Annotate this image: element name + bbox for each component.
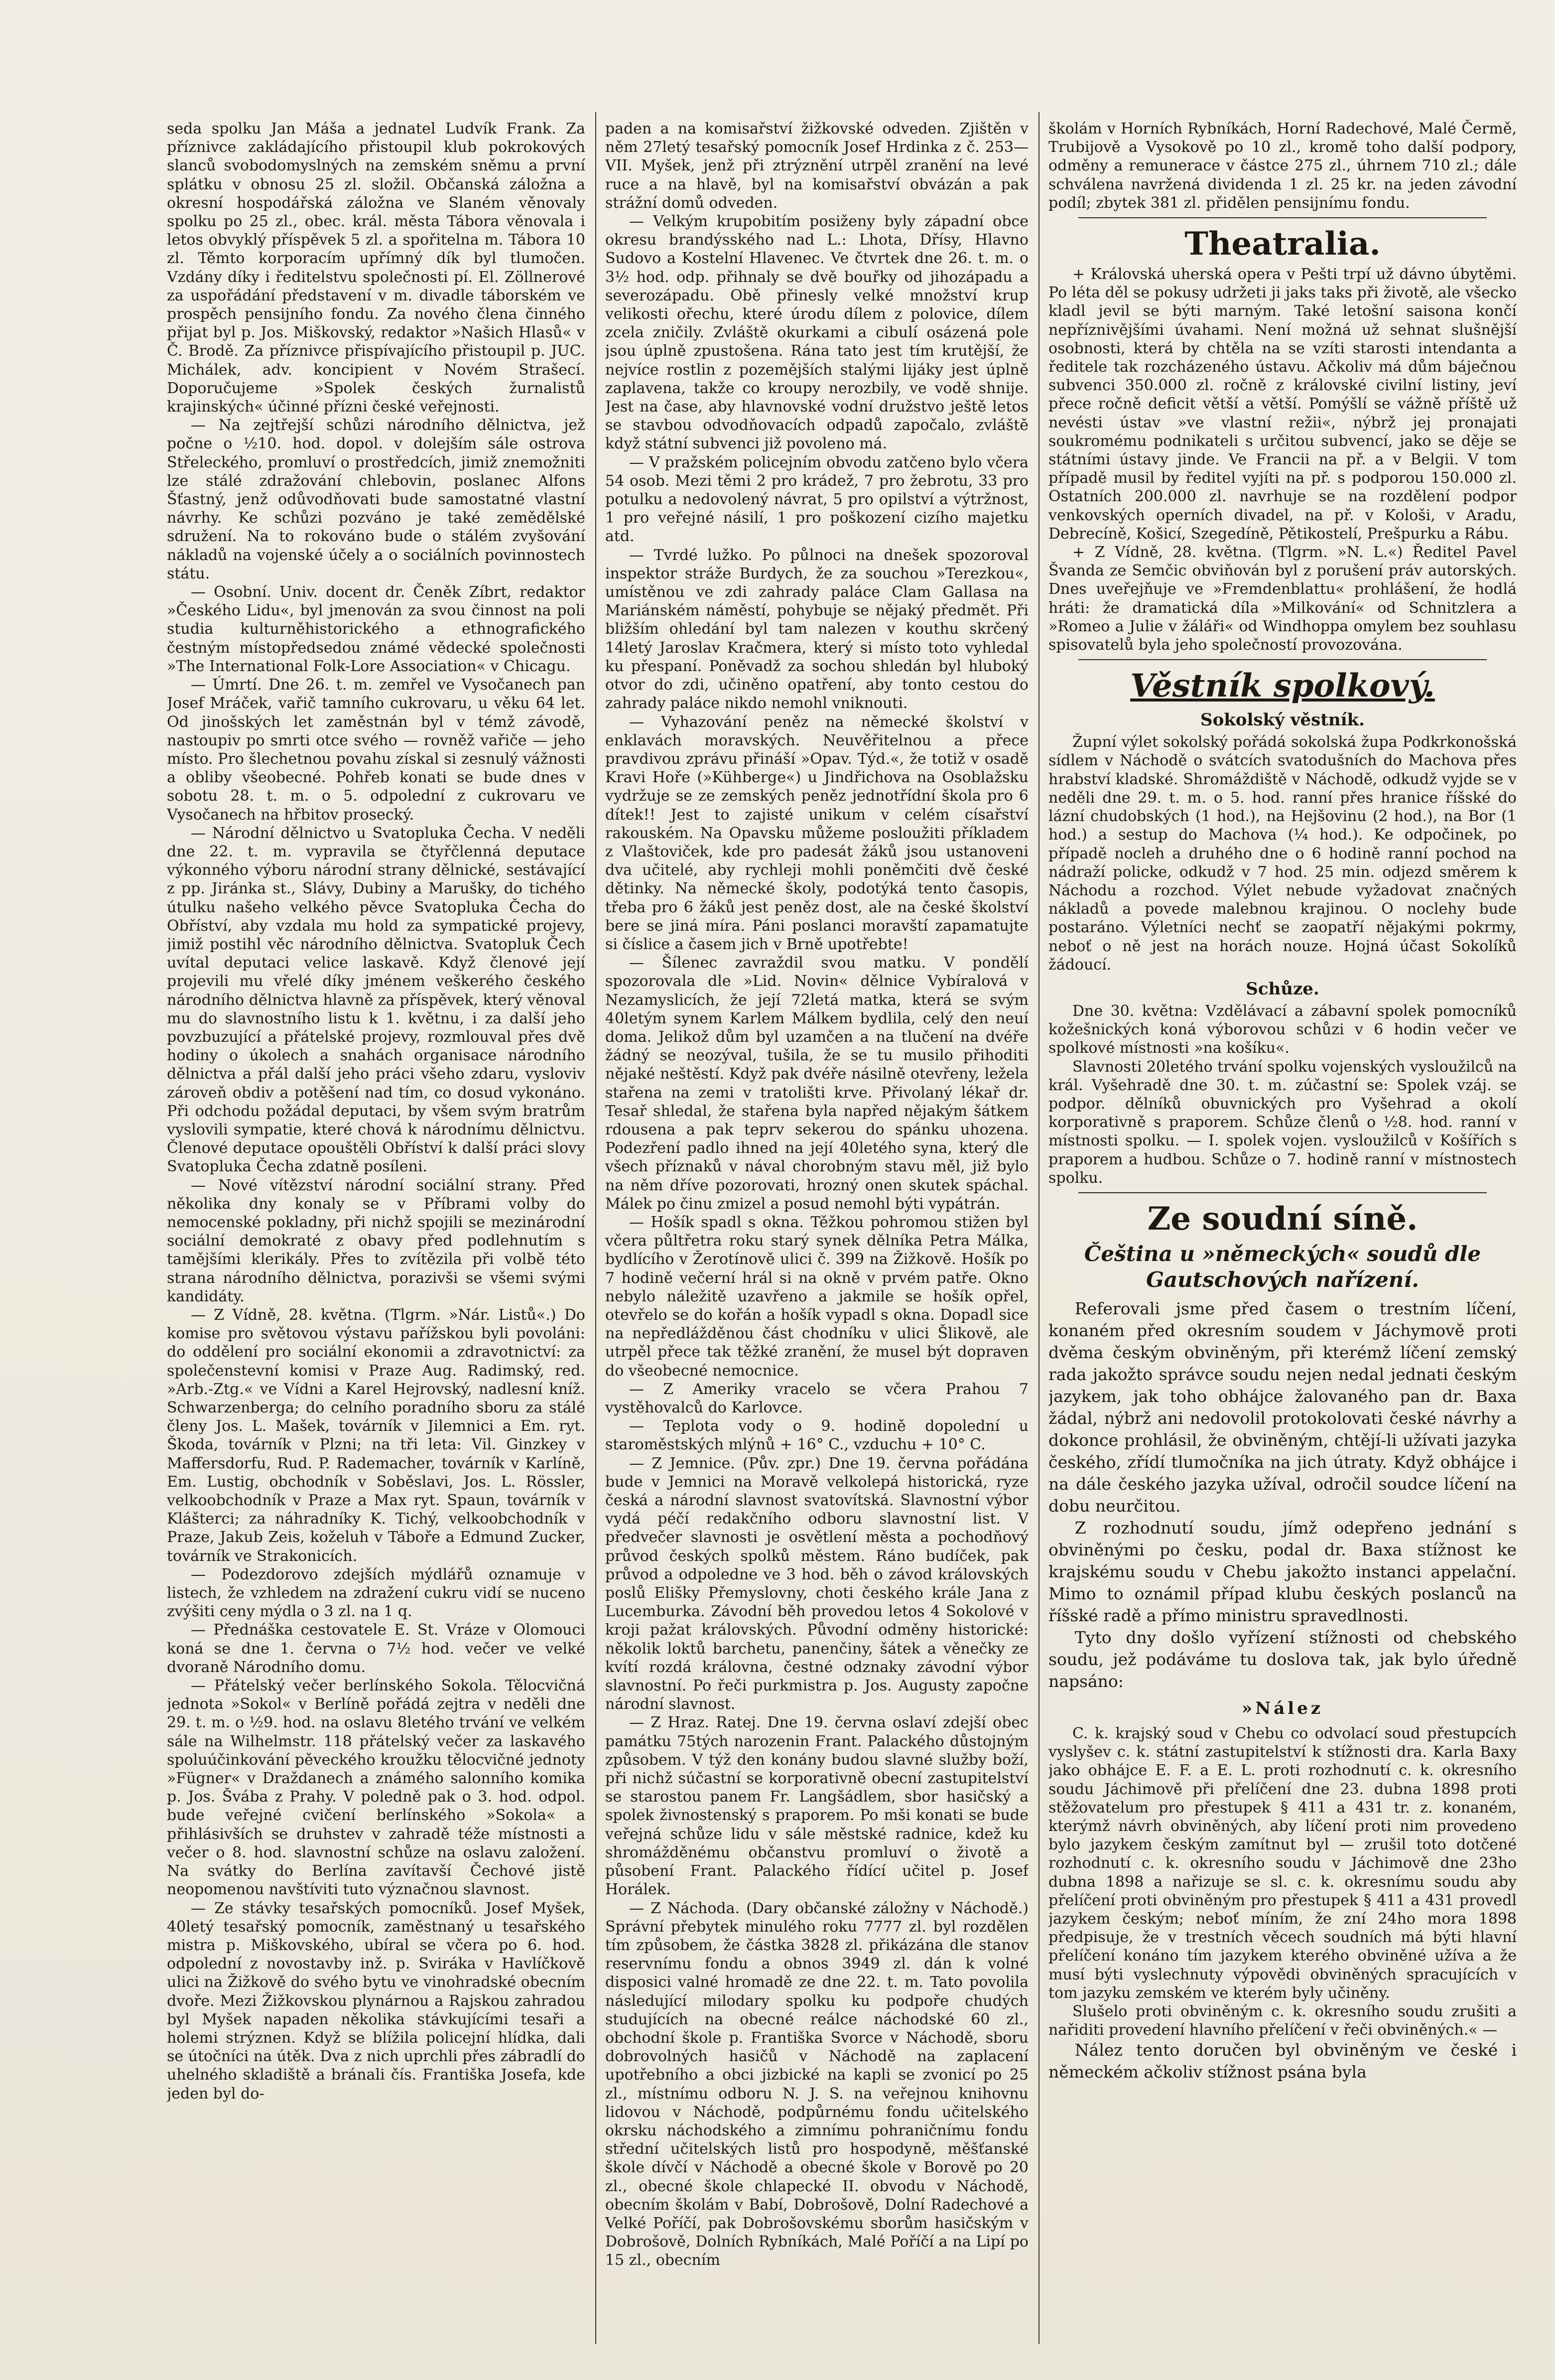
article-text: C. k. krajský soud v Chebu co odvolací soud přestupcích vyslyšev c. k. státní zastupitelství k stížnosti dra. Karla Baxy jako obhájce E. F. a E. L. proti rozhodnutí c. k. okresního soudu Jáchimově při přelíčení dne 23. dubna 1898 proti stěžovatelum pro přestupek § 411 a 431 tr. z. konaném, kterýmž návrh obviněných, aby líčení proti nim provedeno bylo jazykem českým zamítnut byl — zrušil toto dotčené rozhodnutí c. k. okresního soudu v Jáchimově dne 23ho dubna 1898 a nařizuje se sl. c. k. okresnímu soudu aby přelíčení proti obviněným pro přestupek § 411 a 431 provedl jazykem českým; neboť míním, že zní 24ho mora 1898 předpisuje, že v trestních věcech soudních má býti hlavní přelíčení konáno tím jazykem kterého obviněné užíva a že musí býti vyslechnuty výpovědi obviněných spracujících v tom jazyku zemském ve kterém byly učiněny. — [1048, 1724, 1517, 2002]
article-opera-pest: + Královská uherská opera v Pešti trpí už dávno úbytěmi. Po léta děl se pokusy udržeti ji jaks taks při životě, ale všecko kladl jevil se býti marným. Také letošní saisona končí nepříznivějšími úvahami. Není možná už sehnat slušnější osobnosti, která by chtěla na se vzíti starosti intendanta a ředitele tak rozcházeného ústavu. Ačkoliv má dům báječnou subvenci 350.000 zl. ročně z královské civilní listiny, jeví přece ročně deficit větší a větší. Pomýšlí se vážně příště už nevésti ústav »ve vlastní režii«, nýbrž jej pronajati soukromému podnikateli s určitou subvencí, jako se děje se státními ústavy jinde. Ve Francii na př. a v Belgii. V tom případě musil by ředitel vyjíti na př. s podporou 150.000 zl. Ostatních 200.000 zl. navrhuje se na rozdělení podpor venkovských operních divadel, na př. v Kološi, v Aradu, Debrecíně, Košicí, Szegedíně, Pětikostelí, Prešpurku a Rábu. — [1048, 266, 1517, 543]
column-left — [167, 120, 585, 2352]
article-hosik: — Hošík spadl s okna. Těžkou pohromou stižen byl včera půltřetra roku starý synek dělníka Petra Málka, bydlícího v Žerotínově ulici č. 399 na Žižkově. Hošík po 7 hodině večerní hrál si na okně v prvém patře. Okno nebylo náležitě uzavřeno a jakmile se hošík opřel, otevřelo se do kořán a hošík vypadl s okna. Dopadl sice na nepředlážděnou část chodníku v ulici Šlikově, ale utrpěl přece tak těžké zranění, že musel být dopraven do všeobecné nemocnice. — [605, 1213, 1029, 1380]
article-zejtrejsi-schuze: — Na zejtřejší schůzi národního dělnictva, jež počne o ½10. hod. dopol. v dolejším sále ostrova Střeleckého, promluví o prostředcích, jimiž znemožniti lze stálé zdražování chlebovin, poslanec Alfons Šťastný, jenž odůvodňovati bude samostatné vlastní návrhy. Ke schůzi pozváno je také zemědělské sdružení. Na to rokováno bude o stálém zvyšování nákladů na vojenské účely a o sociálních povinnostech státu. — [167, 417, 585, 582]
article-text: Nález tento doručen byl obviněným ve české i německém ačkoliv stížnost psána byla — [1048, 2040, 1517, 2082]
article-z-nachoda: — Z Náchoda. (Dary občanské záložny v Náchodě.) Správní přebytek minulého roku 7777 zl. byl rozdělen tím způsobem, že částka 3828 zl. přikázána dle stanov reservnímu fondu a obnos 3949 zl. dán k volné disposici valné hromadě ze dne 22. t. m. Tato povolila následující milodary spolku ku podpoře chudých studujících na obecné reálce náchodské 60 zl., obchodní škole p. Františka Svorce v Náchodě, sboru dobrovolných hasičů v Náchodě na zaplacení upotřebního a obci jizbické na kapli se zvonicí po 25 zl., místnímu odboru N. J. S. na veřejnou knihovnu lidovou v Náchodě, podpůrnému fondu učitelského okrsku náchodského a zimnímu pohraničnímu fondu střední učitelských listů pro hospodyně, měšťanské škole dívčí v Náchodě a obecné škole v Borově po 20 zl., obecné škole chlapecké II. obvodu v Náchodě, obecním školám v Babí, Dobrošově, Dolní Radechové a Velké Poříčí, pak Dobrošovskému sborům hasičským v Dobrošově, Dolních Rybníkách, Malé Poříčí a na Lipí po 15 zl., obecním — [605, 1899, 1029, 2269]
article-z-jemnice: — Z Jemnice. (Pův. zpr.) Dne 19. června pořádána bude v Jemnici na Moravě velkolepá historická, ryze česká a národní slavnost svatovítská. Slavnostní výbor vydá péčí redakčního odboru slavnostní list. V předvečer slavnosti je osvětlení města a pochodňový průvod českých spolků městem. Ráno budíček, pak průvod a odpoledne ve 3 hod. běh o závod královských poslů Elišky Přemyslovny, choti českého krále Jana z Lucemburka. Závodní běh provedou letos 4 Sokolové v kroji pažat královských. Původní odměny historické: několik loktů barchetu, panenčiny, šátek a věnečky ze kvítí rozdá královna, čestné odznaky závodní výbor slavnostní. Po řeči purkmistra p. Jos. Augusty započne národní slavnost. — [605, 1454, 1029, 1713]
article-teplota: — Teplota vody o 9. hodině dopolední u staroměstských mlýnů + 16° C., vzduchu + 10° C. — [605, 1417, 1029, 1454]
section-title-soudni-sin: Ze soudní síně. — [1147, 1200, 1418, 1238]
column-middle — [605, 120, 1029, 2352]
section-title-vestnik-spolkovy: Věstník spolkový. — [1130, 667, 1435, 705]
article-mydlari: — Podezdorovo zdejších mýdlářů oznamuje v listech, že vzhledem na zdražení cukru vidí se nuceno zvýšiti ceny mýdla o 3 zl. na 1 q. — [167, 1565, 585, 1621]
column-right — [1048, 120, 1517, 2352]
article-text: Z rozhodnutí soudu, jímž odepřeno jednání s obviněnými po česku, podal dr. Baxa stížnost ke krajskému soudu v Chebu jakožto instanci appelační. Mimo to oznámil případ klubu českých poslanců na říšské radě a přímo ministru spravedlnosti. — [1048, 1518, 1517, 1625]
article-text: školám v Horních Rybníkách, Horní Radechové, Malé Čermě, Trubijově a Vysokově po 10 zl., kromě toho další podpory, odměny a remunerace v částce 275 zl., úhrnem 710 zl.; dále schválena navržená dividenda 1 zl. 25 kr. na jeden závodní podíl; zbytek 381 zl. přidělen pensijnímu fondu. — [1048, 120, 1517, 212]
section-separator — [1078, 217, 1487, 218]
article-z-vidne: — Z Vídně, 28. května. (Tlgrm. »Nár. Listů«.) Do komise pro světovou výstavu pařížskou byli povoláni: do oddělení pro sociální ekonomii a zdravotnictví: za společenstevní komisi v Praze Aug. Radimský, red. »Arb.-Ztg.« ve Vídni a Karel Hejrovský, nadlesní kníž. Schwarzenberga; do celního poradního sboru za stálé členy Jos. L. Mašek, továrník v Jilemnici a Em. ryt. Škoda, továrník v Plzni; na tři leta: Vil. Ginzkey v Maffersdorfu, Rud. P. Rademacher, továrník v Karlíně, Em. Lustig, obchodník v Soběslavi, Jos. L. Rössler, velkoobchodník v Praze a Max ryt. Spaun, továrník v Klášterci; za náhradníky K. Tichý, velkoobchodník v Praze, Jakub Zeis, koželuh v Táboře a Edmund Zucker, továrník ve Strakonicích. — [167, 1306, 585, 1565]
article-policejni-obvod: — V pražském policejním obvodu zatčeno bylo včera 54 osob. Mezi těmi 2 pro krádež, 7 pro žebrotu, 33 pro potulku a nedovolený návrat, 5 pro opilství a výtržnost, 1 pro veřejné násilí, 1 pro poškození cizího majetku atd. — [605, 453, 1029, 546]
article-z-ameriky: — Z Ameriky vracelo se včera Prahou 7 vystěhovalců do Karlovce. — [605, 1380, 1029, 1417]
section-title-theatralia: Theatralia. — [1184, 225, 1381, 263]
article-berlinsky-sokol: — Přátelský večer berlínského Sokola. Tělocvičná jednota »Sokol« v Berlíně pořádá zejtra v neděli dne 29. t. m. o ½9. hod. na oslavu 8letého trvání ve velkém sále na Wilhelmstr. 118 přátelský večer za laskavého spoluúčinkování pěveckého kroužku tělocvičné jednoty »Fügner« v Draždanech a známého salonního komika p. Jos. Švába z Prahy. V poledně pak o 3. hod. odpol. bude veřejné cvičení berlínského »Sokola« a přihlásivších se druhstev v zahradě téže místnosti a večer o 8. hod. slavnostní schůze na oslavu založení. Na svátky do Berlína zavítavší Čechové jistě neopomenou navštíviti tuto význačnou slavnost. — [167, 1677, 585, 1899]
column-divider — [595, 112, 596, 2344]
article-headline-cestina: Čeština u »německých« soudů dle Gautschových nařízení. — [1084, 1241, 1481, 1292]
article-umrti: — Úmrtí. Dne 26. t. m. zemřel ve Vysočanech pan Josef Mráček, vařič tamního cukrovaru, u věku 64 let. Od jinošských let zaměstnán byl v témž závodě, nastoupiv po smrti otce svého — rovněž vařiče — jeho místo. Pro šlechetnou povahu získal si zesnulý vážnosti a obliby všeobecné. Pohřeb konati se bude dnes v sobotu 28. t. m. o 5. odpolední z cukrovaru ve Vysočanech na hřbitov prosecký. — [167, 676, 585, 824]
article-text: Slušelo proti obviněným c. k. okresního soudu zrušiti a nařiditi provedení hlavního přelíčení v řeči obviněných.« — — [1048, 2003, 1517, 2039]
article-text: Tyto dny došlo vyřízení stížnosti od chebského soudu, jež podáváme tu doslova tak, jak bylo úředně napsáno: — [1048, 1627, 1517, 1691]
article-stavka-tesaru: — Ze stávky tesařských pomocníků. Josef Myšek, 40letý tesařský pomocník, zaměstnaný u tesařského mistra p. Miškovského, ubíral se včera po 6. hod. odpolední z novostavby inž. p. Sviráka v Havlíčkově ulici na Žižkově do svého bytu ve vinohradské obecním dvoře. Mezi Žižkovskou plynárnou a Rajskou zahradou byl Myšek napaden několika stávkujícími tesaři a holemi strýznen. Když se blížila policejní hlídka, dali se útočníci na útěk. Dva z nich uprchli přes zábradlí do uhelného skladiště a bránali čís. Františka Josefa, kde jeden byl do- — [167, 1899, 585, 2102]
article-tvrde-luzko: — Tvrdé lužko. Po půlnoci na dnešek spozoroval inspektor stráže Burdych, že za souchou »Terezkou«, umístěnou ve zdi zahrady paláce Clam Gallasa na Mariánském náměstí, pohybuje se nějaký předmět. Při bližším ohledání byl tam nalezen v kouthu skrčený 14letý Jaroslav Kračmera, který si místo toto vyhledal ku přespaní. Poněvadž za sochou shledán byl hluboký otvor do zdi, učiněno opatření, aby tonto cestou do zahrady paláce nikdo nemohl vniknouti. — [605, 546, 1029, 712]
section-separator — [1078, 659, 1487, 660]
article-z-hraz-ratej: — Z Hraz. Ratej. Dne 19. června oslaví zdejší obec památku 75tých narozenin Frant. Palackého důstojným způsobem. V týž den konány budou slavné služby boží, při nichž súčastní se korporativně obecní zastupitelství se starostou panem Fr. Langšádlem, sbor hasičský a spolek živnostenský s praporem. Po mši konati se bude veřejná schůze lidu v sále městské radnice, kdež ku shromážděnému občanstvu promluví o životě a působení Frant. Palackého řídící učitel p. Josef Horálek. — [605, 1714, 1029, 1899]
article-text: seda spolku Jan Máša a jednatel Ludvík Frank. Za příznivce zakládajícího přistoupil klub pokrokových slanců svobodomyslných na zemském sněmu a první splátku v obnosu 25 zl. složil. Občanská záložna a okresní hospodářská záložna ve Slaném věnovaly spolku po 25 zl., obec. král. města Tábora věnovala i letos obvyklý příspěvek 5 zl. a spořitelna m. Tábora 10 zl. Těmto korporacím upřímný dík byl tlumočen. Vzdány díky i ředitelstvu společnosti pí. El. Zöllnerové za uspořádání představení v m. divadle táborském ve prospěch pensijního fondu. Za nového člena činného přijat byl p. Jos. Miškovský, redaktor »Našich Hlasů« v Č. Brodě. Za příznivce přispívajícího přistoupil p. JUC. Michálek, adv. koncipient v Novém Strašecí. Doporučujeme »Spolek českých žurnalistů krajinských« účinné přízni české veřejnosti. — [167, 120, 585, 416]
article-text: paden a na komisařství žižkovské odveden. Zjištěn v něm 27letý tesařský pomocník Josef Hrdinka z č. 253—VII. Myšek, jenž při ztrýznění utrpěl zranění na levé ruce a na hlavě, byl na komisařství obvázán a pak strážní domů odveden. — [605, 120, 1029, 212]
article-schuze-1: Dne 30. května: Vzdělávací a zábavní spolek pomocníků kožešnických koná výborovou schůzi v 6 hodin večer ve spolkové místnosti »na košíku«. — [1048, 1002, 1517, 1057]
article-text: Referovali jsme před časem o trestním líčení, konaném před okresním soudem v Jáchymově proti dvěma českým obviněným, při kterémž líčení zemský rada jakožto správce soudu nejen nedal jednati českým jazykem, jak toho obhájce žalovaného pan dr. Baxa žádal, nýbrž ani nedovolil protokolovati české návrhy a dokonce prohlásil, že obviněným, chtějí-li užívati jazyka českého, zřídí tlumočníka na jich útraty. Když obhájce i na dále českého jazyka užíval, odročil soudce líčení na dobu neurčitou. — [1048, 1298, 1517, 1516]
article-krupobiti: — Velkým krupobitím posiženy byly západní obce okresu brandýsského nad L.: Lhota, Dřísy, Hlavno Sudovo a Kostelní Hlavenec. Ve čtvrtek dne 26. t. m. o 3½ hod. odp. přihnaly se dvě bouřky od jihozápadu a severozápadu. Obě přinesly velké množství krup velikosti ořechu, které úrodu dílem z polovice, dílem zcela zničily. Zvláště okurkami a cibulí osázená pole jsou úplně zpustošena. Rána tato jest tím krutější, že nejvíce rostlin z pozemějších stalými lijáky jest úplně zaplavena, takže co kroupy nerozbily, ve vodě shnije. Jest na čase, aby hlavnovské vodní družstvo ještě letos se stavbou odvodňovacích odpadů započalo, zvláště když státní subvenci již povoleno má. — [605, 213, 1029, 453]
article-nemecke-skolstvi: — Vyhazování peněz na německé školství v enklavách moravských. Neuvěřitelnou a přece pravdivou zprávu přináší »Opav. Týd.«, že totiž v osadě Kravi Hoře (»Kühberge«) u Jindřichova na Osoblažsku vydržuje se ze zemských peněz jednotřídní škola pro 6 dítek!! Jest to zajisté unikum v celém císařství rakouském. Na Opavsku můžeme posloužiti příkladem z Vlaštoviček, kde pro padesát žáků jsou ustanoveni dva učitelé, aby rychleji mohli poněmčiti dvě české dětinky. Na německé školy, podotýká tento časopis, třeba pro 6 žáků jest peněz dost, ale na české školství bere se jiná míra. Páni poslanci moravští zapamatujte si číslice a časem jich v Brně upotřebte! — [605, 713, 1029, 953]
article-narodni-delnictvo: — Národní dělnictvo u Svatopluka Čecha. V neděli dne 22. t. m. vypravila se čtyřčlenná deputace výkonného výboru národní strany dělnické, sestávající z pp. Jiránka st., Slávy, Dubiny a Marušky, do tichého útulku našeho velkého pěvce Svatopluka Čecha do Obříství, aby vzdala mu hold za sympatické projevy, jimiž postihl věc národního dělnictva. Svatopluk Čech uvítal deputaci velice laskavě. Když členové její projevili mu vřelé díky jménem veškerého českého národního dělnictva hlavně za příspěvek, který věnoval mu do slavnostního listu k 1. květnu, i za další jeho povzbuzující a přátelské projevy, rozmlouval přes dvě hodiny o úkolech a snahách organisace národního dělnictva a přál další jeho práci všeho zdaru, vysloviv zároveň obdiv a potěšení nad tím, co dosud vykonáno. Při odchodu požádal deputaci, by všem svým bratrům vyslovili sympatie, které chová k národnímu dělnictvu. Členové deputace opouštěli Obříství k další práci slovy Svatopluka Čecha zdatně posíleni. — [167, 824, 585, 1176]
nalez-heading: »Nález — [1241, 1698, 1324, 1718]
article-prednaska: — Přednáška cestovatele E. St. Vráze v Olomouci koná se dne 1. června o 7½ hod. večer ve velké dvoraně Národního domu. — [167, 1621, 585, 1676]
section-separator — [1078, 1192, 1487, 1193]
article-silenec: — Šílenec zavraždil svou matku. V pondělí spozorovala dle »Lid. Novin« dělnice Vybíralová v Nezamyslicích, že její 72letá matka, která se svým 40letým synem Karlem Málkem bydlila, celý den neuí doma. Jelikož dům byl uzamčen a na tlučení na dvéře žádný se neozýval, tušila, že se tu musilo přihoditi nějaké neštěstí. Když pak dvéře násilně otevřeny, ležela stařena na zemi v tratolišti krve. Přivolaný lékař dr. Tesař shledal, že stařena byla napřed nějakým šátkem rdousena a pak teprv sekerou do spánku uhozena. Podezření padlo ihned na její 40letého syna, který dle všech příznaků v nával chorobným stavu měl, již bylo na něm dříve pozorovati, hrozný onen skutek spáchal. Málek po činu zmizel a posud nemohl býti vypátrán. — [605, 954, 1029, 1213]
article-zupni-vylet: Župní výlet sokolský pořádá sokolská župa Podkrkonošská sídlem v Náchodě o svátcích svatodušních do Machova přes hrabství kladské. Shromáždiště v Náchodě, odkudž vyjde se v neděli dne 29. t. m. o 5. hod. ranní přes hranice říšské do lázní chudobských (1 hod.), na Hejšovinu (2 hod.), na Bor (1 hod.) a sestup do Machova (¼ hod.). Ke odpočinek, po případě nocleh a druhého dne o 6 hodině ranní pochod na nádraží policke, odkudž v 7 hod. 25 min. odjezd směrem k Náchodu a rozchod. Výlet nebude vyžadovat značných nákladů a povede malebnou krajinou. O noclehy bude postaráno. Výletníci nechť se zaopatří nějakými pokrmy, neboť o ně jest na horách nouze. Hojná účast Sokolíků žádoucí. — [1048, 733, 1517, 974]
column-divider — [1038, 112, 1039, 2344]
article-schuze-2: Slavnosti 20letého trvání spolku vojenských vysloužilců na král. Vyšehradě dne 30. t. m. zúčastní se: Spolek vzáj. se podpor. dělníků obuvnických pro Vyšehrad a okolí korporativně s praporem. Schůze členů o ½8. hod. ranní v místnosti spolku. — I. spolek vojen. vysloužilců v Košířích s praporem a hudbou. Schůze o 7. hodině ranní v místnostech spolku. — [1048, 1058, 1517, 1187]
subsection-title-sokolsky: Sokolský věstník. — [1200, 710, 1365, 730]
article-z-vidne-svanda: + Z Vídně, 28. května. (Tlgrm. »N. L.«) Ředitel Pavel Švanda ze Semčic obviňován byl z porušení práv autorských. Dnes uveřejňuje ve »Fremdenblattu« prohlášení, že hodlá hráti: že dramatická díla »Milkování« od Schnitzlera a »Romeo a Julie v žáláři« od Windhoppa omylem bez souhlasu spisovatelů byla jeho společností provozována. — [1048, 544, 1517, 654]
article-nove-vitezstvi: — Nové vítězství národní sociální strany. Před několika dny konaly se v Příbrami volby do nemocenské pokladny, při nichž spojili se mezinárodní sociální demokraté z obavy před podlehnutím s tamějšími klerikály. Přes to zvítězila při volbě této strana národního dělnictva, porazivši se všemi svými kandidáty. — [167, 1176, 585, 1305]
article-osobni: — Osobní. Univ. docent dr. Čeněk Zíbrt, redaktor »Českého Lidu«, byl jmenován za svou činnost na poli studia kulturněhistorického a ethnografického čestným místopředsedou známé vědecké společnosti »The International Folk-Lore Association« v Chicagu. — [167, 583, 585, 675]
subsection-title-schuze: Schůze. — [1246, 979, 1319, 999]
